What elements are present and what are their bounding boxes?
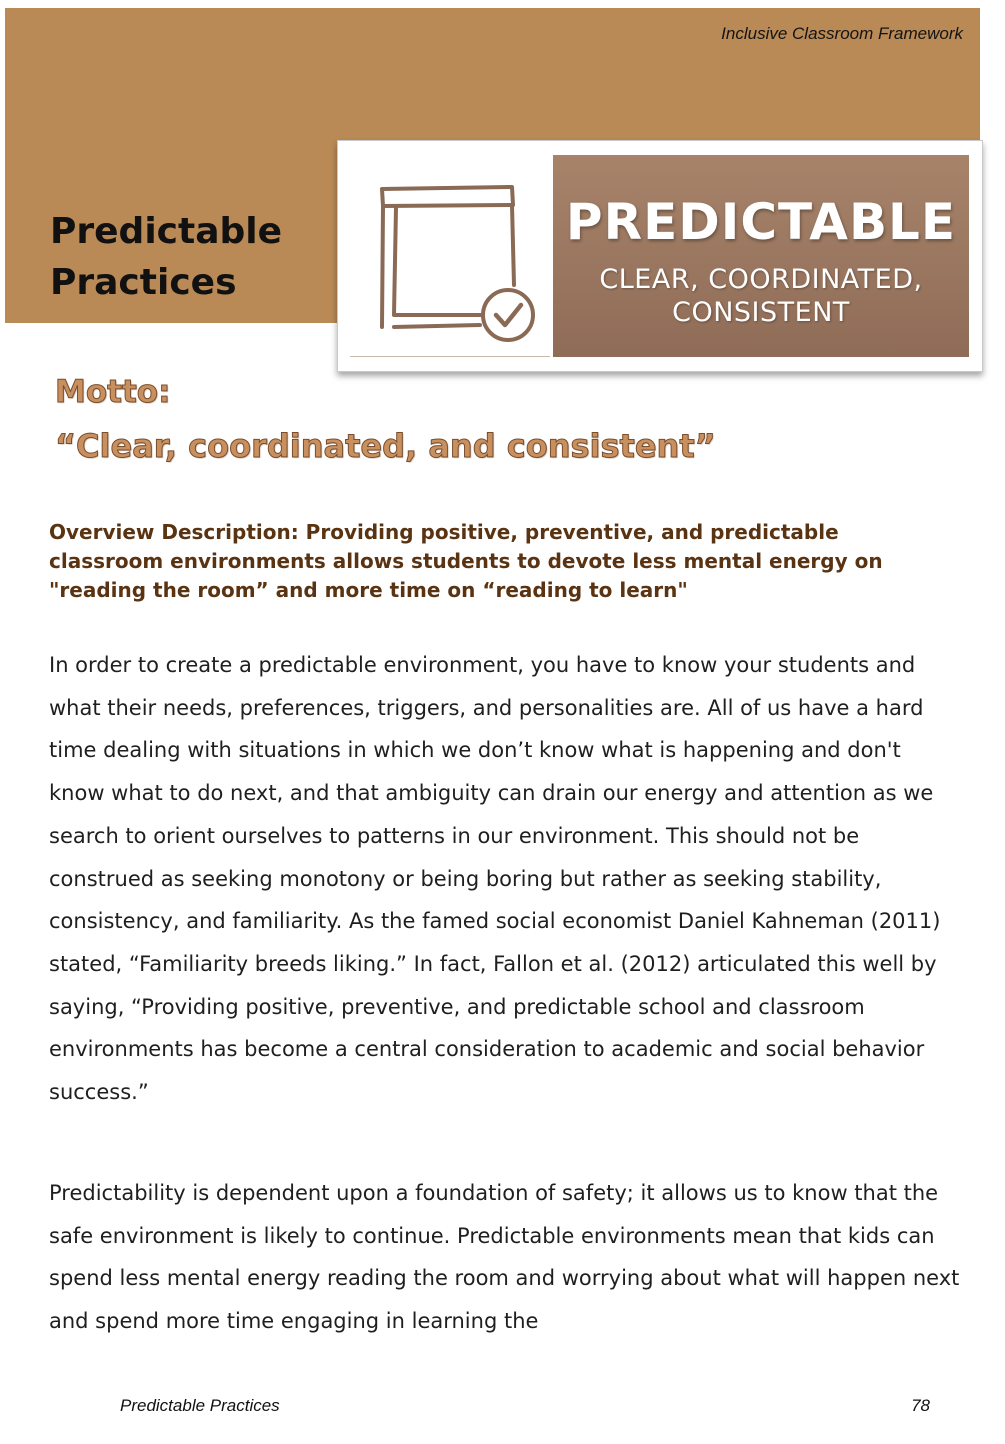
motto-block [55,372,716,468]
banner-divider [350,356,550,357]
framework-label: Inclusive Classroom Framework [721,24,963,43]
page-title-line2: Practices [50,262,237,303]
banner-word: PREDICTABLE [565,193,957,251]
banner-card [337,140,983,372]
notepad-check-icon [374,177,544,347]
banner-subtitle [553,263,969,329]
page-number: 78 [911,1396,930,1415]
body-paragraph-1: In order to create a predictable environment, you have to know your students and what their needs, preferences, triggers, and personalities are. All of us have a hard time dealing with situations in which we don’t know what is happening and don't know what to do next, and that ambiguity can drain our energy and attention as we search to orient ourselves to patterns in our environment. This should not be construed as seeking monotony or being boring but rather as seeking stability, consistency, and familiarity. As the famed social economist Daniel Kahneman (2011) stated, “Familiarity breeds liking.” In fact, Fallon et al. (2012) articulated this well by saying, “Providing positive, preventive, and predictable school and classroom environments has become a central consideration to academic and social behavior success.” [49,653,941,1105]
motto-text: “Clear, coordinated, and consistent” [55,427,716,465]
page-title-line1: Predictable [50,211,283,252]
body-paragraph-2: Predictability is dependent upon a foundation of safety; it allows us to know that the safe environment is likely to continue. Predictable environments mean that kids can spend less mental energy reading the room and worrying about what will happen next and spend more time engaging in learning the [49,1181,960,1334]
banner-subtitle-line1: CLEAR, COORDINATED, [599,264,923,295]
page-title [50,206,282,308]
banner-tile [553,155,969,357]
footer-title: Predictable Practices [120,1396,280,1415]
motto-label: Motto: [55,374,171,410]
banner-subtitle-line2: CONSISTENT [672,297,850,328]
overview-description: Overview Description: Providing positive, preventive, and predictable classroom environments allows students to devote less mental energy on "reading the room” and more time on “reading to learn" [49,520,883,602]
